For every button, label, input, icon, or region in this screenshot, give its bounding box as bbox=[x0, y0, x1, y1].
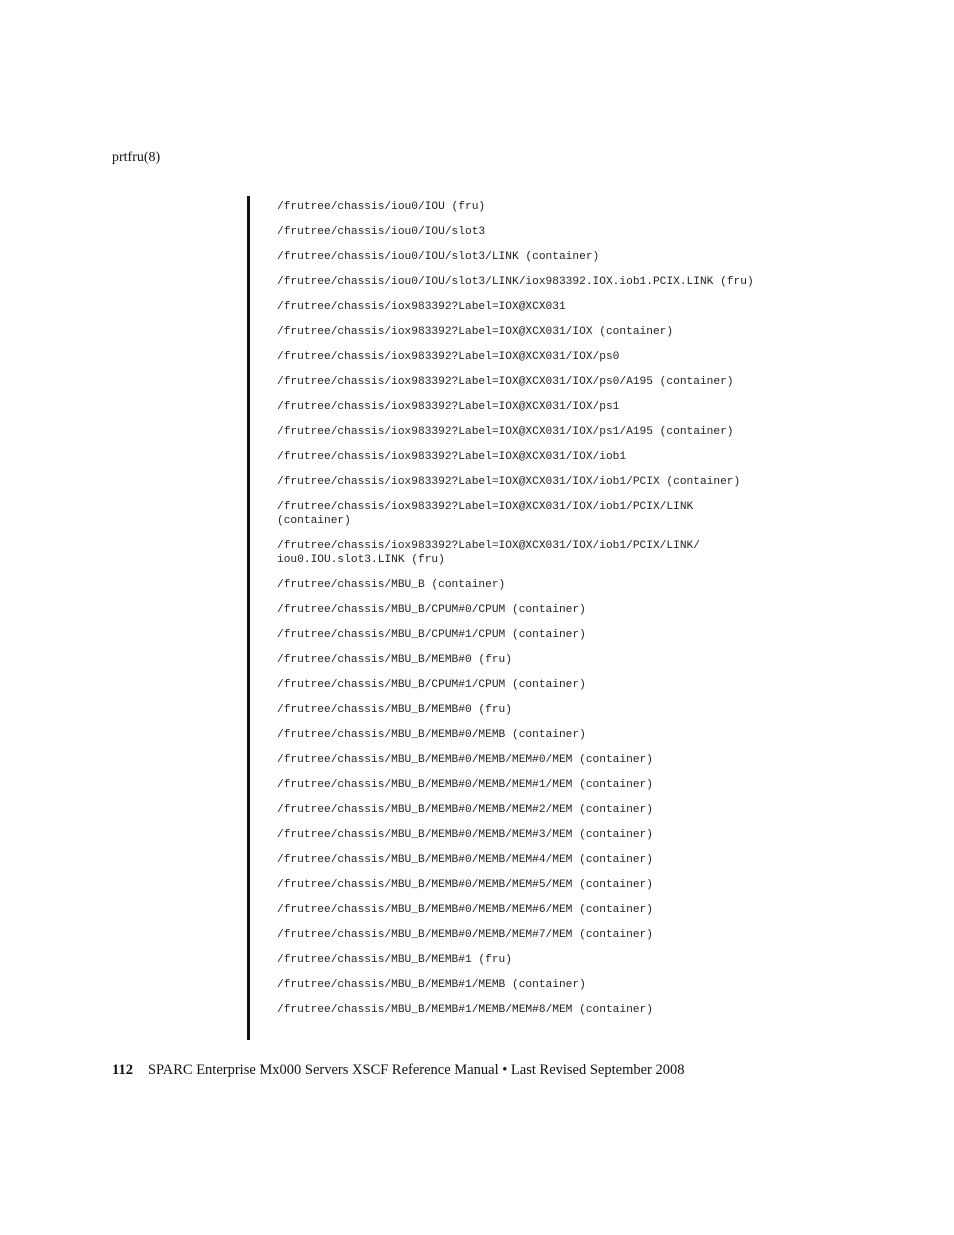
code-line bbox=[277, 928, 917, 942]
code-line-text: /frutree/chassis/MBU_B/MEMB#0/MEMB/MEM#7/MEM (container) bbox=[277, 929, 653, 941]
code-line bbox=[277, 250, 917, 264]
code-line-text: /frutree/chassis/iou0/IOU/slot3/LINK/iox983392.IOX.iob1.PCIX.LINK (fru) bbox=[277, 276, 754, 288]
code-line-text: /frutree/chassis/iox983392?Label=IOX@XCX031/IOX/iob1/PCIX/LINK/ bbox=[277, 540, 700, 552]
code-line bbox=[277, 728, 917, 742]
code-line bbox=[277, 350, 917, 364]
code-line-text: /frutree/chassis/iox983392?Label=IOX@XCX031/IOX/ps1 bbox=[277, 401, 620, 413]
code-line bbox=[277, 653, 917, 667]
code-line-text: /frutree/chassis/MBU_B/MEMB#0 (fru) bbox=[277, 654, 512, 666]
code-line-text: /frutree/chassis/MBU_B/CPUM#0/CPUM (container) bbox=[277, 604, 586, 616]
code-line bbox=[277, 225, 917, 239]
code-line-text: /frutree/chassis/MBU_B/MEMB#1 (fru) bbox=[277, 954, 512, 966]
code-line-text: /frutree/chassis/MBU_B/MEMB#0/MEMB/MEM#3/MEM (container) bbox=[277, 829, 653, 841]
code-line-text: /frutree/chassis/iox983392?Label=IOX@XCX031/IOX/iob1/PCIX/LINK bbox=[277, 501, 694, 513]
code-line-text: /frutree/chassis/iox983392?Label=IOX@XCX031/IOX/iob1/PCIX (container) bbox=[277, 476, 741, 488]
code-line-text: /frutree/chassis/MBU_B/MEMB#1/MEMB/MEM#8/MEM (container) bbox=[277, 1004, 653, 1016]
code-line bbox=[277, 325, 917, 339]
code-line bbox=[277, 903, 917, 917]
code-line bbox=[277, 375, 917, 389]
code-line-text: /frutree/chassis/MBU_B/MEMB#0 (fru) bbox=[277, 704, 512, 716]
code-line-text: /frutree/chassis/iox983392?Label=IOX@XCX031/IOX/ps1/A195 (container) bbox=[277, 426, 734, 438]
code-line-text: /frutree/chassis/iox983392?Label=IOX@XCX031/IOX/ps0 bbox=[277, 351, 620, 363]
code-line-text: /frutree/chassis/MBU_B/MEMB#0/MEMB/MEM#5/MEM (container) bbox=[277, 879, 653, 891]
code-line-text: /frutree/chassis/MBU_B/CPUM#1/CPUM (container) bbox=[277, 629, 586, 641]
code-line-text: /frutree/chassis/iox983392?Label=IOX@XCX031/IOX/iob1 bbox=[277, 451, 627, 463]
code-line bbox=[277, 753, 917, 767]
code-line-text: /frutree/chassis/MBU_B/MEMB#1/MEMB (container) bbox=[277, 979, 586, 991]
code-line-text: /frutree/chassis/MBU_B/CPUM#1/CPUM (container) bbox=[277, 679, 586, 691]
code-line-continuation: (container) bbox=[277, 515, 351, 527]
code-line bbox=[277, 578, 917, 592]
code-line bbox=[277, 878, 917, 892]
code-block-bar bbox=[247, 196, 250, 1040]
code-line-text: /frutree/chassis/MBU_B/MEMB#0/MEMB/MEM#2/MEM (container) bbox=[277, 804, 653, 816]
code-line-text: /frutree/chassis/MBU_B/MEMB#0/MEMB/MEM#6/MEM (container) bbox=[277, 904, 653, 916]
code-line bbox=[277, 778, 917, 792]
code-line-text: /frutree/chassis/MBU_B/MEMB#0/MEMB/MEM#4/MEM (container) bbox=[277, 854, 653, 866]
code-line bbox=[277, 425, 917, 439]
code-line-text: /frutree/chassis/MBU_B/MEMB#0/MEMB/MEM#1/MEM (container) bbox=[277, 779, 653, 791]
code-line bbox=[277, 275, 917, 289]
code-line bbox=[277, 953, 917, 967]
code-line-text: /frutree/chassis/iou0/IOU (fru) bbox=[277, 201, 486, 213]
code-line-text: /frutree/chassis/iou0/IOU/slot3/LINK (container) bbox=[277, 251, 600, 263]
code-line-text: /frutree/chassis/MBU_B (container) bbox=[277, 579, 506, 591]
page-number: 112 bbox=[112, 1062, 133, 1078]
code-line bbox=[277, 853, 917, 867]
code-line-text: /frutree/chassis/MBU_B/MEMB#0/MEMB (container) bbox=[277, 729, 586, 741]
code-line bbox=[277, 500, 917, 528]
footer-title: SPARC Enterprise Mx000 Servers XSCF Reference Manual • Last Revised September 2008 bbox=[147, 1062, 685, 1078]
code-line-text: /frutree/chassis/iox983392?Label=IOX@XCX031 bbox=[277, 301, 566, 313]
code-line-text: /frutree/chassis/MBU_B/MEMB#0/MEMB/MEM#0/MEM (container) bbox=[277, 754, 653, 766]
code-line bbox=[277, 803, 917, 817]
code-line-text: /frutree/chassis/iou0/IOU/slot3 bbox=[277, 226, 486, 238]
code-line bbox=[277, 828, 917, 842]
code-line bbox=[277, 200, 917, 214]
code-line bbox=[277, 300, 917, 314]
code-line bbox=[277, 400, 917, 414]
running-head: prtfru(8) bbox=[112, 150, 161, 165]
code-line bbox=[277, 603, 917, 617]
code-line-text: /frutree/chassis/iox983392?Label=IOX@XCX031/IOX/ps0/A195 (container) bbox=[277, 376, 734, 388]
code-line bbox=[277, 628, 917, 642]
code-line bbox=[277, 1003, 917, 1017]
code-line bbox=[277, 450, 917, 464]
code-line-continuation: iou0.IOU.slot3.LINK (fru) bbox=[277, 554, 445, 566]
code-line bbox=[277, 703, 917, 717]
code-line bbox=[277, 539, 917, 567]
code-line-text: /frutree/chassis/iox983392?Label=IOX@XCX031/IOX (container) bbox=[277, 326, 674, 338]
code-block bbox=[277, 200, 917, 1028]
page-footer bbox=[112, 1061, 685, 1079]
code-line bbox=[277, 475, 917, 489]
code-line bbox=[277, 678, 917, 692]
code-line bbox=[277, 978, 917, 992]
